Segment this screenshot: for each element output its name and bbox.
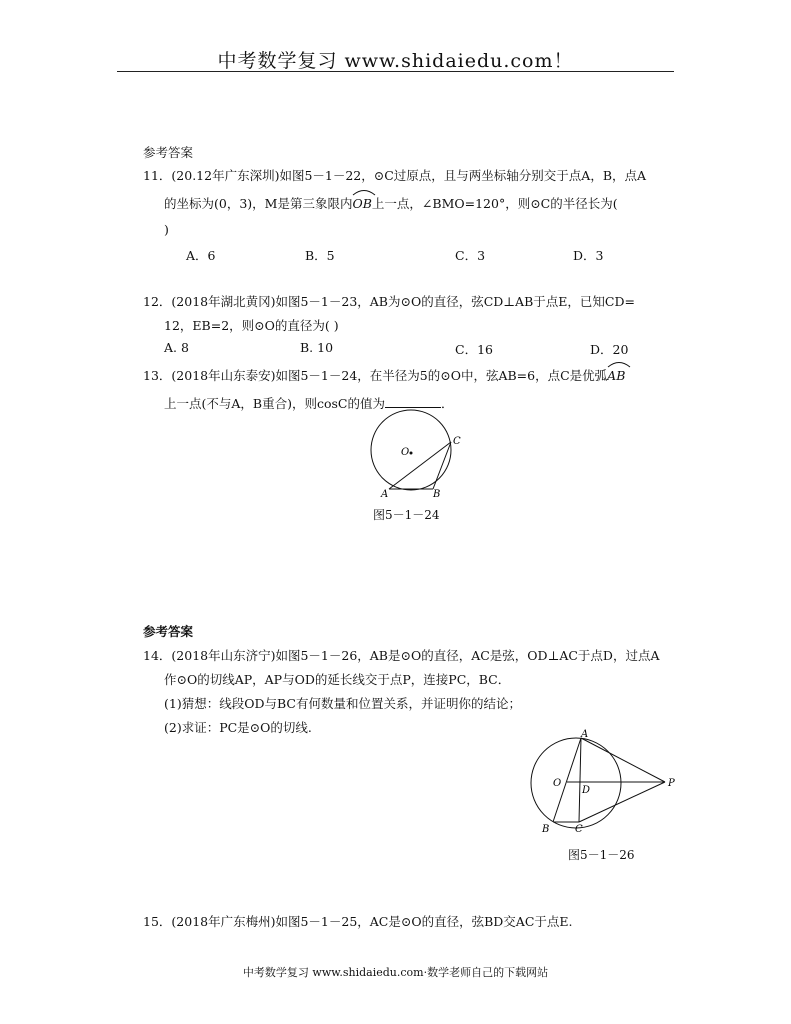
q11-line2 <box>164 194 618 212</box>
q14-line1: 14．(2018年山东济宁)如图5－1－26，AB是⊙O的直径，AC是弦，OD⊥AC于点D，过点A <box>143 648 660 663</box>
label-a: A <box>381 489 389 500</box>
q12-line2: 12，EB=2，则⊙O的直径为( ) <box>164 318 339 333</box>
q12-line1: 12．(2018年湖北黄冈)如图5－1－23，AB为⊙O的直径，弦CD⊥AB于点E，已知CD= <box>143 294 635 309</box>
q13-arc-label: AB <box>607 368 626 383</box>
q11-option-a: A．6 <box>186 248 216 263</box>
q13-arc-ab <box>607 368 625 383</box>
tangent-ap <box>581 738 665 782</box>
q11-option-d: D．3 <box>573 248 604 263</box>
arc-mark-icon <box>606 360 632 368</box>
q11-line2a: 的坐标为(0，3)，M是第三象限内 <box>164 196 353 211</box>
page-header-title: 中考数学复习 www.shidaiedu.com！ <box>217 50 574 72</box>
q13-line2a: 上一点(不与A，B重合)，则cosC的值为 <box>164 396 385 411</box>
q11-arc-label: OB <box>352 196 372 211</box>
label-a: A <box>581 729 589 740</box>
q11-option-b: B．5 <box>305 248 335 263</box>
q11-line3: ) <box>164 222 169 237</box>
q11-arc-ob <box>352 196 371 211</box>
answer-blank <box>385 397 441 408</box>
label-p: P <box>668 778 675 789</box>
label-c: C <box>453 436 461 447</box>
figure-5-1-24-caption: 图5－1－24 <box>373 508 440 522</box>
q14-part2: (2)求证：PC是⊙O的切线. <box>164 720 312 735</box>
q12-option-c: C．16 <box>455 342 493 357</box>
chord-ac <box>579 738 581 822</box>
section-heading-answers: 参考答案 <box>143 145 194 160</box>
label-o: O <box>401 447 410 458</box>
label-b: B <box>542 824 550 835</box>
q13-line1a: 13．(2018年山东泰安)如图5－1－24，在半径为5的⊙O中，弦AB=6，点C是优弧 <box>143 368 608 383</box>
label-b: B <box>433 489 441 500</box>
q12-option-a: A. 8 <box>164 340 189 355</box>
section-heading-answers-2: 参考答案 <box>143 624 194 639</box>
q11-line1: 11．(20.12年广东深圳)如图5－1－22，⊙C过原点，且与两坐标轴分别交于点A，B，点A <box>143 168 647 183</box>
figure-5-1-24 <box>365 410 465 500</box>
figure-5-1-26 <box>515 729 685 842</box>
circle-o <box>371 410 451 490</box>
label-d: D <box>582 785 591 796</box>
label-c: C <box>575 824 583 835</box>
q15-line1: 15．(2018年广东梅州)如图5－1－25，AC是⊙O的直径，弦BD交AC于点E. <box>143 914 573 929</box>
page-footer: 中考数学复习 www.shidaiedu.com·数学老师自己的下载网站 <box>242 966 549 979</box>
arc-mark-icon <box>351 188 377 196</box>
label-o: O <box>553 778 562 789</box>
q11-option-c: C．3 <box>455 248 486 263</box>
q11-line2b: 上一点，∠BMO=120°，则⊙C的半径长为( <box>371 196 618 211</box>
segment-pc <box>579 782 665 822</box>
q12-option-d: D．20 <box>590 342 629 357</box>
center-point-o <box>410 452 413 455</box>
figure-5-1-26-caption: 图5－1－26 <box>568 848 635 862</box>
q14-line2: 作⊙O的切线AP，AP与OD的延长线交于点P，连接PC，BC． <box>164 672 511 687</box>
header-rule <box>117 71 674 72</box>
q13-line2b: ． <box>440 396 454 411</box>
q13-line1 <box>143 366 625 384</box>
q14-part1: (1)猜想：线段OD与BC有何数量和位置关系，并证明你的结论； <box>164 696 521 711</box>
q12-option-b: B. 10 <box>300 340 334 355</box>
